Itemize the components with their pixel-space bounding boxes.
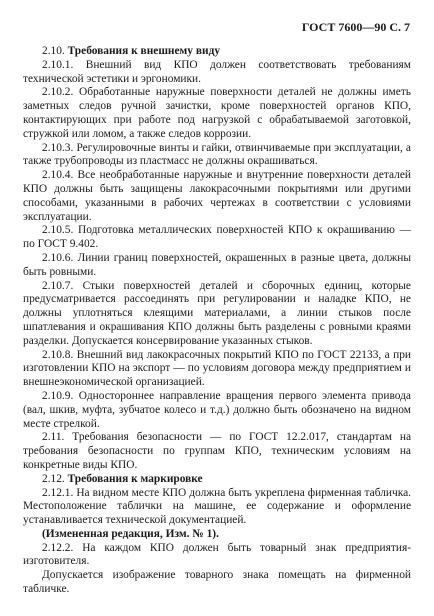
clause-text: Внешний вид КПО должен соответствовать требованиям технической эстетики и эргономики. — [23, 58, 411, 85]
clause-text: Стыки поверхностей деталей и сборочных единиц, которые предусматривается рассоединять при регулировании и наладке КПО, не должны уплотняться клеящими материалами, а линии стыков после шпатлевания и окрашивания КПО должны быть разделены с ровными краями разделки. Допускается консервирование указанных стыков. — [23, 279, 411, 347]
clause-2-11 — [23, 431, 411, 472]
clause-2-10-5 — [23, 224, 411, 252]
clause-number: 2.10.1. — [42, 58, 74, 71]
clause-2-10-2 — [23, 86, 411, 141]
clause-2-10-9 — [23, 390, 411, 431]
clause-2-12-2 — [23, 542, 411, 570]
clause-number: 2.12.2. — [42, 541, 74, 554]
clause-number: 2.12. — [42, 472, 65, 485]
clause-number: 2.10.4. — [42, 169, 74, 182]
clause-number: 2.10.6. — [42, 251, 74, 264]
heading-text: Требования к маркировке — [67, 472, 203, 485]
heading-text: Требования к внешнему виду — [67, 45, 221, 57]
clause-number: 2.11. — [42, 431, 65, 444]
clause-text: Регулировочные винты и гайки, отвинчиваемые при эксплуатации, а также трубопроводы из пластмасс не должны окрашиваться. — [23, 141, 411, 168]
clause-number: 2.10.3. — [42, 141, 74, 154]
clause-number: 2.10. — [42, 45, 65, 57]
clause-text: Требования безопасности — по ГОСТ 12.2.017, стандартам на требования безопасности по группам КПО, техническим условиям на конкретные виды КПО. — [23, 431, 411, 471]
clause-text: На видном месте КПО должна быть укреплена фирменная табличка. Местоположение таблички на машине, ее содержание и оформление устанавливается технической документацией. — [23, 486, 411, 527]
clause-text: Внешний вид лакокрасочных покрытий КПО по ГОСТ 22133, а при изготовлении КПО на экспорт — по условиям договора между предприятием и внешнеэкономической организацией. — [23, 348, 411, 389]
running-header: ГОСТ 7600—90 С. 7 — [301, 20, 410, 34]
clause-2-10-6 — [23, 252, 411, 280]
document-body — [23, 45, 411, 597]
clause-2-10-1 — [23, 59, 411, 87]
clause-text: Одностороннее направление вращения первого элемента привода (вал, шкив, муфта, зубчатое колесо и т.д.) должно быть обозначено на видном месте стрелкой. — [23, 389, 411, 430]
section-heading-2-12 — [23, 473, 411, 487]
section-heading-2-10 — [23, 45, 411, 59]
clause-2-10-7 — [23, 280, 411, 349]
clause-number: 2.10.8. — [42, 348, 74, 361]
clause-text: Обработанные наружные поверхности деталей не должны иметь заметных следов ручной зачистки, кроме поверхностей органов КПО, контактирующих при работе под нагрузкой с обрабатываемой заготовкой, стружкой или ломом, а также следов коррозии. — [23, 86, 411, 140]
clause-text: Линии границ поверхностей, окрашенных в разные цвета, должны быть ровными. — [23, 251, 411, 278]
clause-text: Все необработанные наружные и внутренние поверхности деталей КПО должны быть защищены лакокрасочными покрытиями или другими способами, указанными в рабочих чертежах в соответствии с условиями эксплуатации. — [23, 169, 411, 223]
clause-number: 2.10.9. — [42, 389, 74, 402]
clause-2-10-8 — [23, 349, 411, 390]
clause-2-12-1 — [23, 487, 411, 528]
clause-text: На каждом КПО должен быть товарный знак предприятия-изготовителя. — [23, 541, 411, 568]
clause-text: Допускается изображение товарного знака помещать на фирменной табличке. — [23, 569, 411, 596]
amendment-note — [23, 528, 411, 542]
clause-number: 2.10.5. — [42, 224, 74, 237]
clause-2-10-4 — [23, 169, 411, 224]
clause-text: Подготовка металлических поверхностей КПО к окрашиванию — по ГОСТ 9.402. — [23, 224, 411, 251]
amendment-text: (Измененная редакция, Изм. № 1). — [42, 527, 219, 540]
clause-number: 2.10.7. — [42, 279, 74, 292]
clause-2-10-3 — [23, 142, 411, 170]
clause-number: 2.12.1. — [42, 486, 74, 499]
clause-number: 2.10.2. — [42, 86, 74, 99]
clause-2-12-2-note — [23, 569, 411, 597]
